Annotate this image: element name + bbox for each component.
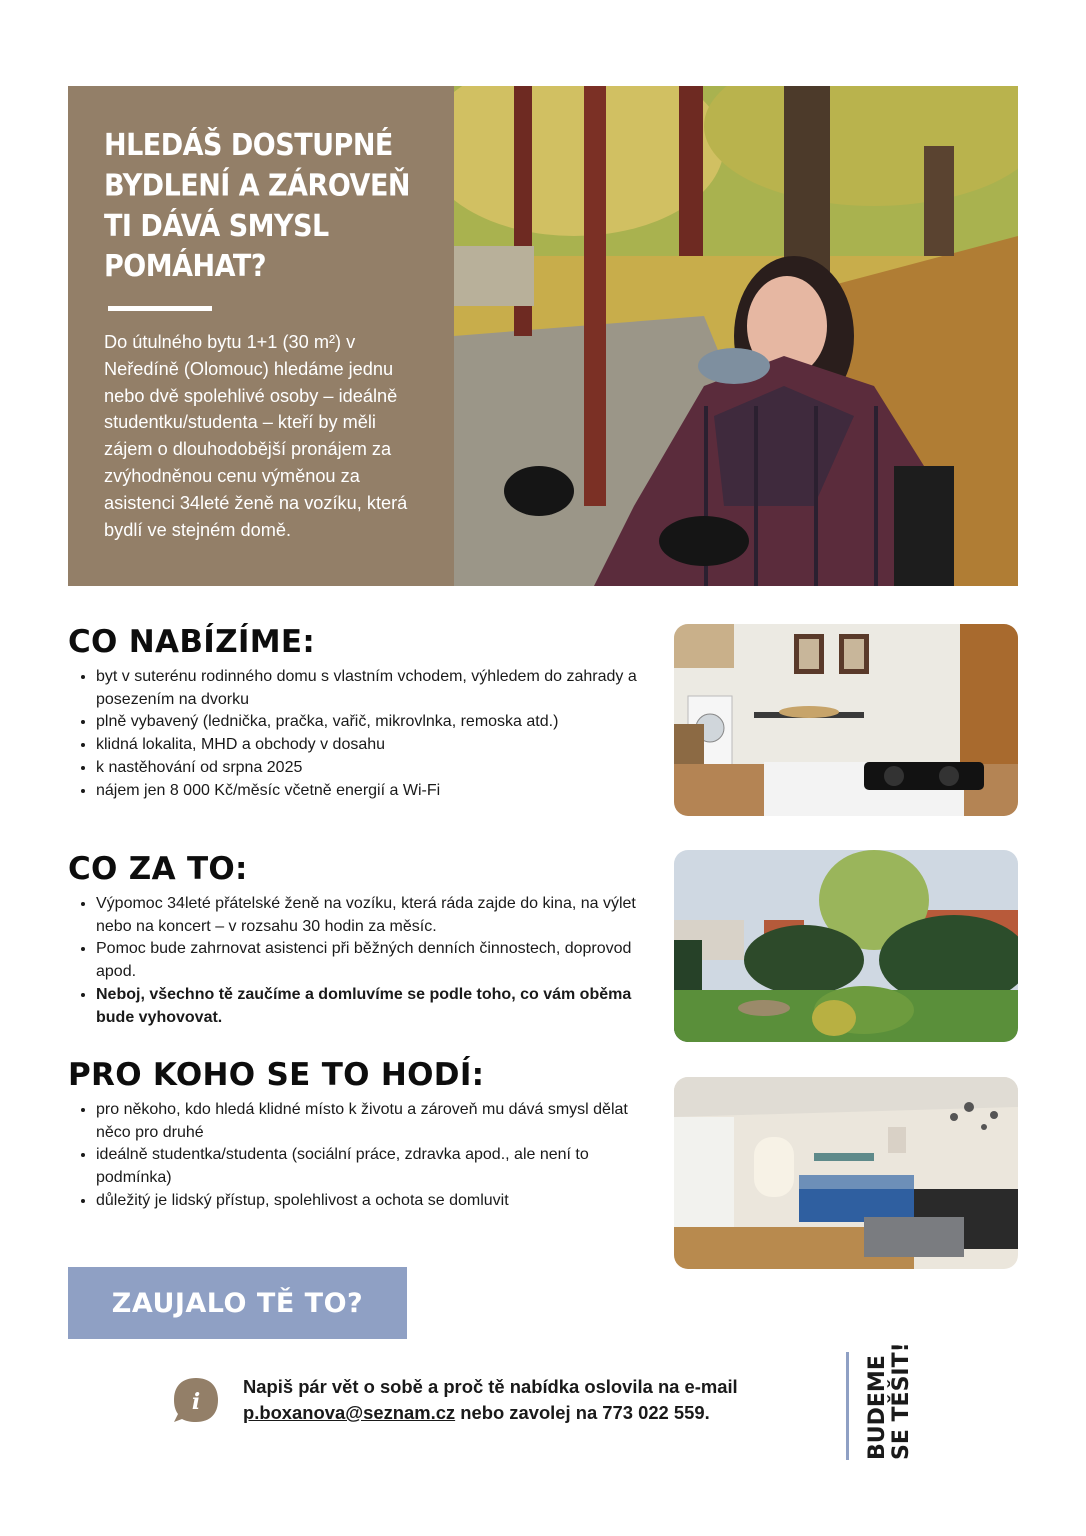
list-item: • byt v suterénu rodinného domu s vlastním vchodem, výhledem do zahrady a posezením na dvorku [96,666,648,711]
closing-line-1: BUDEME [865,1355,890,1460]
suits-section [68,1057,648,1213]
hero-text: Do útulného bytu 1+1 (30 m²) v Neředíně (Olomouc) hledáme jednu nebo dvě spolehlivé osoby – ideálně studentku/studenta – kteří by měli zájem o dlouhodobější pronájem za zvýhodněnou cenu výměnou za asistenci 34leté ženě na vozíku, která bydlí ve stejném domě. [104,332,408,540]
hero-panel [68,86,454,586]
list-item-strong: • Neboj, všechno tě zaučíme a domluvíme se podle toho, co vám oběma bude vyhovovat. [96,984,648,1029]
contact-text [243,1374,823,1426]
list-item: • plně vybavený (lednička, pračka, vařič, mikrovlnka, remoska atd.) [96,711,648,734]
info-icon [172,1376,220,1424]
suits-heading: PRO KOHO SE TO HODÍ: [68,1057,485,1093]
exchange-heading: CO ZA TO: [68,851,248,887]
svg-text:i: i [191,1389,201,1415]
exchange-list [68,893,648,1029]
kitchen-photo [674,624,1018,816]
hero-photo [454,86,1018,586]
offer-heading: CO NABÍZÍME: [68,624,316,660]
hero-title: HLEDÁŠ DOSTUPNÉ BYDLENÍ A ZÁROVEŇ TI DÁVÁ SMYSL POMÁHAT? [104,128,410,284]
list-item: • klidná lokalita, MHD a obchody v dosahu [96,734,648,757]
list-item: • Výpomoc 34leté přátelské ženě na vozíku, která ráda zajde do kina, na výlet nebo na koncert – v rozsahu 30 hodin za měsíc. [96,893,648,938]
email-link[interactable]: p.boxanova@seznam.cz [243,1402,456,1423]
list-item: • k nastěhování od srpna 2025 [96,757,648,780]
contact-suffix: nebo zavolej na 773 022 559. [460,1402,710,1423]
exchange-section [68,851,648,1029]
vertical-divider [846,1352,849,1460]
offer-list [68,666,648,802]
garden-photo [674,850,1018,1042]
bedroom-photo [674,1077,1018,1269]
list-item: • nájem jen 8 000 Kč/měsíc včetně energií a Wi-Fi [96,780,648,803]
list-item: • ideálně studentka/studenta (sociální práce, zdravka apod., ale není to podmínka) [96,1144,648,1189]
closing-line-2: SE TĚŠIT! [889,1342,914,1460]
list-item: • pro někoho, kdo hledá klidné místo k životu a zároveň mu dává smysl dělat něco pro druhé [96,1099,648,1144]
hero-divider [108,306,212,311]
closing-text [866,1330,914,1460]
cta-label: ZAUJALO TĚ TO? [111,1287,364,1319]
offer-section [68,624,648,802]
cta-banner [68,1267,407,1339]
contact-prefix: Napiš pár vět o sobě a proč tě nabídka oslovila na e-mail [243,1376,738,1397]
list-item: • Pomoc bude zahrnovat asistenci při běžných denních činnostech, doprovod apod. [96,938,648,983]
list-item: • důležitý je lidský přístup, spolehlivost a ochota se domluvit [96,1190,648,1213]
suits-list [68,1099,648,1213]
